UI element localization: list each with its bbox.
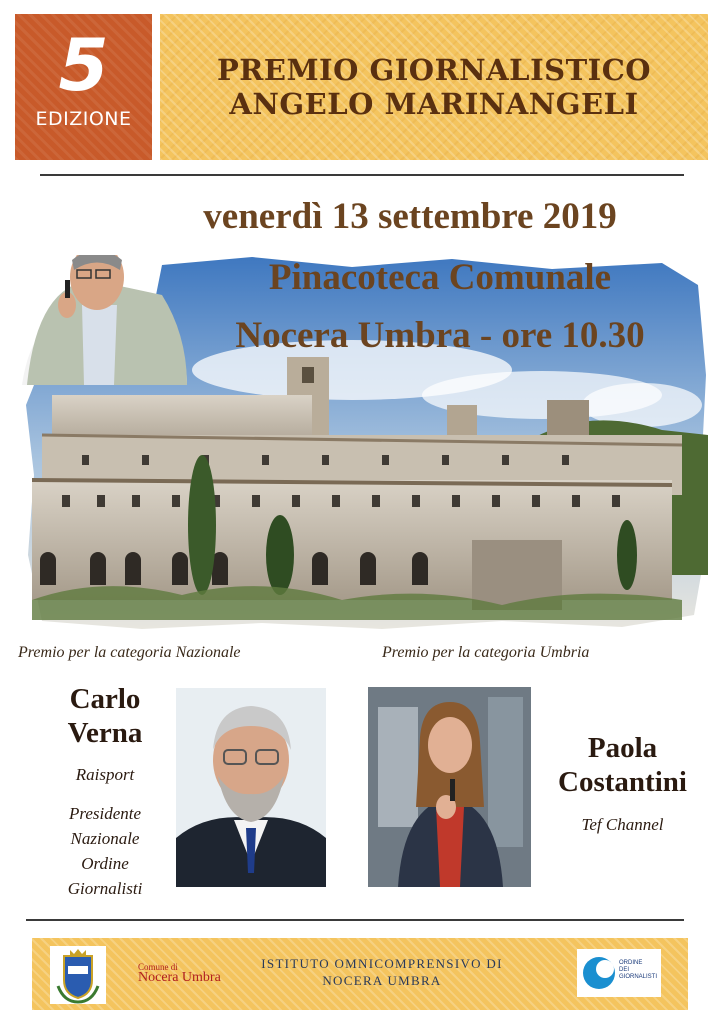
title-banner — [160, 14, 708, 160]
winner-umbria-first-name: Paola — [587, 732, 658, 764]
edition-label: EDIZIONE — [35, 108, 132, 130]
role-line: Nazionale — [70, 829, 140, 848]
winner-national-outlet: Raisport — [75, 765, 135, 784]
role-line: Ordine — [81, 854, 129, 873]
divider-bottom — [26, 919, 684, 921]
istituto-line2: NOCERA UMBRA — [322, 973, 442, 988]
odg-line3: GIORNALISTI — [619, 974, 658, 980]
winner-umbria-outlet: Tef Channel — [581, 815, 664, 834]
odg-circle-icon — [581, 955, 617, 991]
odg-line1: ORDINE — [619, 960, 643, 966]
comune-nocera-umbra — [138, 962, 221, 986]
comune-coat-of-arms-logo — [50, 946, 106, 1004]
edition-number: 5 — [58, 23, 109, 107]
divider-top — [40, 174, 684, 176]
title-line1: PREMIO GIORNALISTICO — [216, 53, 652, 87]
role-line: Presidente — [68, 804, 142, 823]
ordine-giornalisti-logo — [577, 949, 661, 997]
category-umbria: Premio per la categoria Umbria — [382, 644, 590, 661]
comune-name: Nocera Umbra — [138, 970, 221, 985]
winner-national-last-name: Verna — [67, 717, 143, 749]
odg-line2: DEI — [619, 967, 630, 973]
winner-national-first-name: Carlo — [69, 683, 141, 715]
sponsors-footer — [32, 938, 688, 1010]
istituto-line1: ISTITUTO OMNICOMPRENSIVO DI — [261, 956, 503, 971]
title-line2: ANGELO MARINANGELI — [229, 87, 639, 121]
role-line: Giornalisti — [67, 879, 143, 898]
paola-costantini-photo — [368, 687, 531, 887]
edition-badge — [15, 14, 152, 160]
winner-umbria-last-name: Costantini — [558, 766, 687, 798]
comune-small-label: Comune di — [138, 962, 178, 972]
winner-national-role — [30, 801, 180, 901]
carlo-verna-photo — [176, 688, 326, 887]
event-venue: Pinacoteca Comunale — [268, 257, 612, 298]
istituto-omnicomprensivo — [242, 955, 522, 989]
event-date: venerdì 13 settembre 2019 — [203, 196, 617, 237]
event-place-time: Nocera Umbra - ore 10.30 — [235, 315, 645, 356]
nocera-umbra-town-illustration — [22, 255, 708, 633]
category-national: Premio per la categoria Nazionale — [18, 644, 241, 661]
